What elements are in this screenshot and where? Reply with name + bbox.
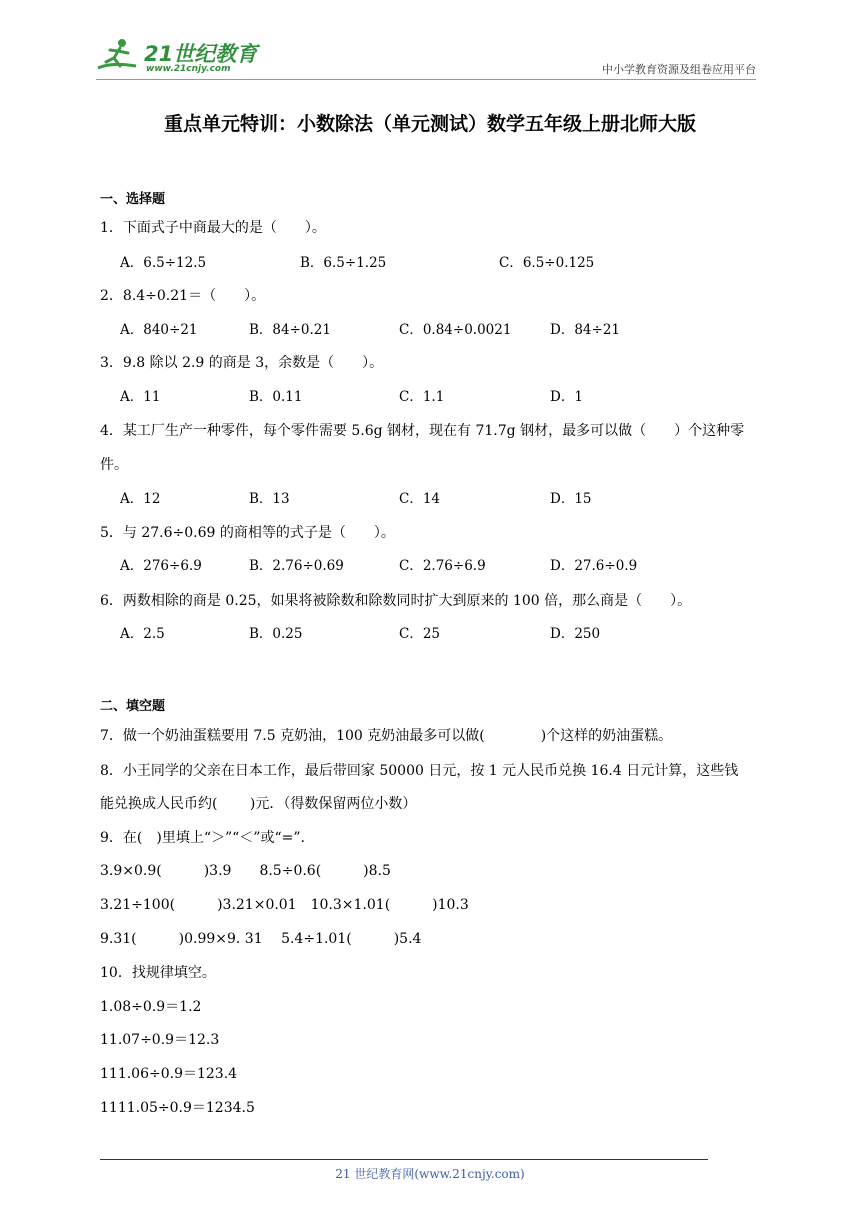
question-9-stem: 9．在( )里填上“＞”“＜”或“=”. xyxy=(100,830,305,846)
question-8-stem-line-1: 8．小王同学的父亲在日本工作，最后带回家 50000 日元，按 1 元人民币兑换 16.4 日元计算，这些钱 xyxy=(100,763,739,779)
question-1-option-c: C．6.5÷0.125 xyxy=(499,255,595,271)
question-6-option-b: B．0.25 xyxy=(249,626,303,642)
question-10-line-3: 111.06÷0.9＝123.4 xyxy=(100,1066,238,1082)
question-4-stem-line-1: 4．某工厂生产一种零件，每个零件需要 5.6g 钢材，现在有 71.7g 钢材，最多可以做（ ）个这种零 xyxy=(100,423,745,439)
question-5-option-c: C．2.76÷6.9 xyxy=(399,558,486,574)
site-logo xyxy=(96,36,266,78)
question-4-option-d: D．15 xyxy=(550,491,592,507)
question-3-option-c: C．1.1 xyxy=(399,389,445,405)
question-1-stem: 1．下面式子中商最大的是（ ）。 xyxy=(100,220,326,236)
question-9-row-2: 3.21÷100( )3.21×0.01 10.3×1.01( )10.3 xyxy=(100,897,469,913)
question-8-stem-line-2: 能兑换成人民币约( )元．（得数保留两位小数） xyxy=(100,796,417,812)
question-10-line-1: 1.08÷0.9＝1.2 xyxy=(100,999,202,1015)
question-9-row-3: 9.31( )0.99×9. 31 5.4÷1.01( )5.4 xyxy=(100,931,422,947)
footer-text: 21 世纪教育网(www.21cnjy.com) xyxy=(335,1167,525,1181)
question-3-option-d: D．1 xyxy=(550,389,583,405)
question-5-option-b: B．2.76÷0.69 xyxy=(249,558,344,574)
question-2-option-c: C．0.84÷0.0021 xyxy=(399,322,512,338)
question-6-stem: 6．两数相除的商是 0.25，如果将被除数和除数同时扩大到原来的 100 倍，那么商是（ ）。 xyxy=(100,593,692,609)
question-10-line-2: 11.07÷0.9＝12.3 xyxy=(100,1032,220,1048)
question-9-row-1: 3.9×0.9( )3.9 8.5÷0.6( )8.5 xyxy=(100,863,391,879)
question-3-option-a: A．11 xyxy=(120,389,161,405)
runner-logo-icon xyxy=(96,36,142,76)
logo-url: www.21cnjy.com xyxy=(146,64,231,74)
footer-divider xyxy=(100,1159,708,1160)
question-6-option-a: A．2.5 xyxy=(120,626,165,642)
question-3-option-b: B．0.11 xyxy=(249,389,303,405)
question-2-stem: 2．8.4÷0.21＝（ ）。 xyxy=(100,288,266,304)
question-2-option-b: B．84÷0.21 xyxy=(249,322,331,338)
question-4-option-c: C．14 xyxy=(399,491,441,507)
logo-text: 21世纪教育 xyxy=(144,42,258,66)
question-2-option-a: A．840÷21 xyxy=(120,322,198,338)
question-10-stem: 10．找规律填空。 xyxy=(100,965,216,981)
question-4-option-b: B．13 xyxy=(249,491,290,507)
question-5-option-a: A．276÷6.9 xyxy=(120,558,202,574)
question-6-option-c: C．25 xyxy=(399,626,441,642)
question-1-option-a: A．6.5÷12.5 xyxy=(120,255,207,271)
page-title: 重点单元特训：小数除法（单元测试）数学五年级上册北师大版 xyxy=(163,113,696,135)
question-1-option-b: B．6.5÷1.25 xyxy=(300,255,387,271)
question-4-stem-line-2: 件。 xyxy=(100,457,128,473)
header-tagline: 中小学教育资源及组卷应用平台 xyxy=(602,63,756,76)
header-divider xyxy=(96,79,756,80)
section-heading-choice: 一、选择题 xyxy=(100,192,166,207)
question-5-stem: 5．与 27.6÷0.69 的商相等的式子是（ ）。 xyxy=(100,525,395,541)
question-4-option-a: A．12 xyxy=(120,491,161,507)
question-7-stem: 7．做一个奶油蛋糕要用 7.5 克奶油，100 克奶油最多可以做( )个这样的奶油蛋糕。 xyxy=(100,728,673,744)
question-10-line-4: 1111.05÷0.9＝1234.5 xyxy=(100,1100,255,1116)
question-3-stem: 3．9.8 除以 2.9 的商是 3，余数是（ ）。 xyxy=(100,355,384,371)
question-2-option-d: D．84÷21 xyxy=(550,322,620,338)
section-heading-fill: 二、填空题 xyxy=(100,699,166,714)
question-5-option-d: D．27.6÷0.9 xyxy=(550,558,638,574)
question-6-option-d: D．250 xyxy=(550,626,601,642)
